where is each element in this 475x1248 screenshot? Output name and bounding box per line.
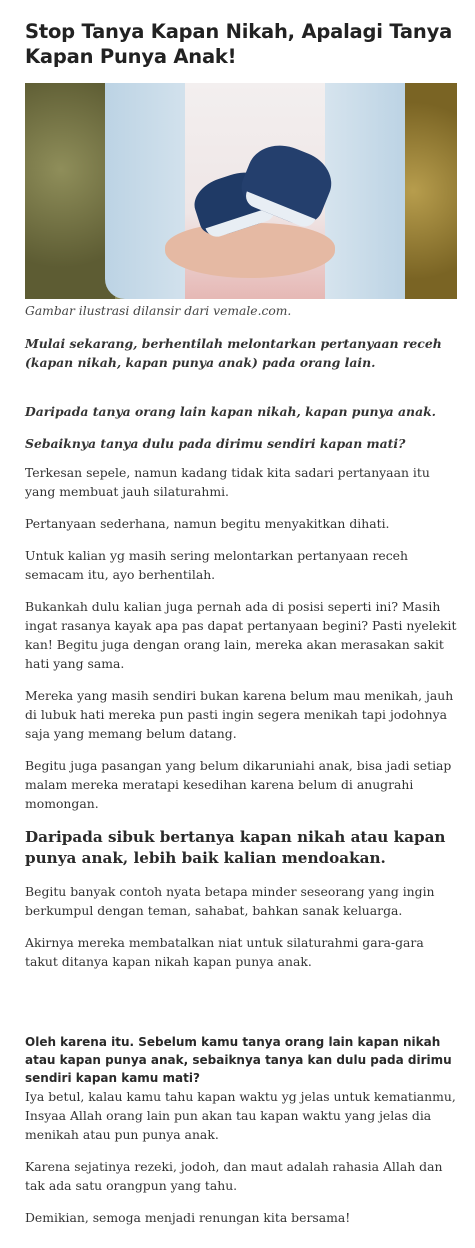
lead-paragraph: Mulai sekarang, berhentilah melontarkan pertanyaan receh (kapan nikah, kapan punya anak) pada orang lain. — [25, 336, 442, 370]
paragraph-2: Pertanyaan sederhana, namun begitu menyakitkan dihati. — [25, 516, 390, 531]
paragraph-10: Karena sejatinya rezeki, jodoh, dan maut adalah rahasia Allah dan tak ada satu orangpun yang tahu. — [25, 1159, 443, 1193]
paragraph-3: Untuk kalian yg masih sering melontarkan pertanyaan receh semacam itu, ayo berhentilah. — [25, 548, 408, 582]
bold-conclusion: Oleh karena itu. Sebelum kamu tanya orang lain kapan nikah atau kapan punya anak, sebaiknya tanya kan dulu pada dirimu sendiri kapan kamu mati? — [25, 1035, 452, 1085]
hero-image — [25, 83, 457, 299]
paragraph-8: Akirnya mereka membatalkan niat untuk silaturahmi gara-gara takut ditanya kapan nikah kapan punya anak. — [25, 935, 424, 969]
article-title: Stop Tanya Kapan Nikah, Apalagi Tanya Kapan Punya Anak! — [25, 20, 453, 68]
paragraph-11: Demikian, semoga menjadi renungan kita bersama! — [25, 1210, 351, 1225]
paragraph-4: Bukankah dulu kalian juga pernah ada di posisi seperti ini? Masih ingat rasanya kayak apa pas dapat pertanyaan begini? Pasti nyelekit kan! Begitu juga dengan orang lain, mereka akan merasakan sakit hati yang sama. — [25, 599, 457, 671]
emphasis-line-1: Daripada tanya orang lain kapan nikah, kapan punya anak. — [25, 404, 436, 419]
paragraph-6: Begitu juga pasangan yang belum dikaruniahi anak, bisa jadi setiap malam mereka meratapi kesedihan karena belum di anugrahi momongan. — [25, 758, 452, 811]
subheading: Daripada sibuk bertanya kapan nikah atau kapan punya anak, lebih baik kalian mendoakan. — [25, 828, 446, 867]
paragraph-1: Terkesan sepele, namun kadang tidak kita sadari pertanyaan itu yang membuat jauh silaturahmi. — [25, 465, 430, 499]
image-caption: Gambar ilustrasi dilansir dari vemale.com. — [25, 304, 292, 318]
emphasis-line-2: Sebaiknya tanya dulu pada dirimu sendiri kapan mati? — [25, 436, 406, 451]
paragraph-7: Begitu banyak contoh nyata betapa minder seseorang yang ingin berkumpul dengan teman, sahabat, bahkan sanak keluarga. — [25, 884, 435, 918]
paragraph-5: Mereka yang masih sendiri bukan karena belum mau menikah, jauh di lubuk hati mereka pun pasti ingin segera menikah tapi jodohnya saja yang memang belum datang. — [25, 688, 454, 741]
paragraph-9: Iya betul, kalau kamu tahu kapan waktu yg jelas untuk kematianmu, Insyaa Allah orang lain pun akan tau kapan waktu yang jelas dia menikah atau pun punya anak. — [25, 1089, 456, 1142]
